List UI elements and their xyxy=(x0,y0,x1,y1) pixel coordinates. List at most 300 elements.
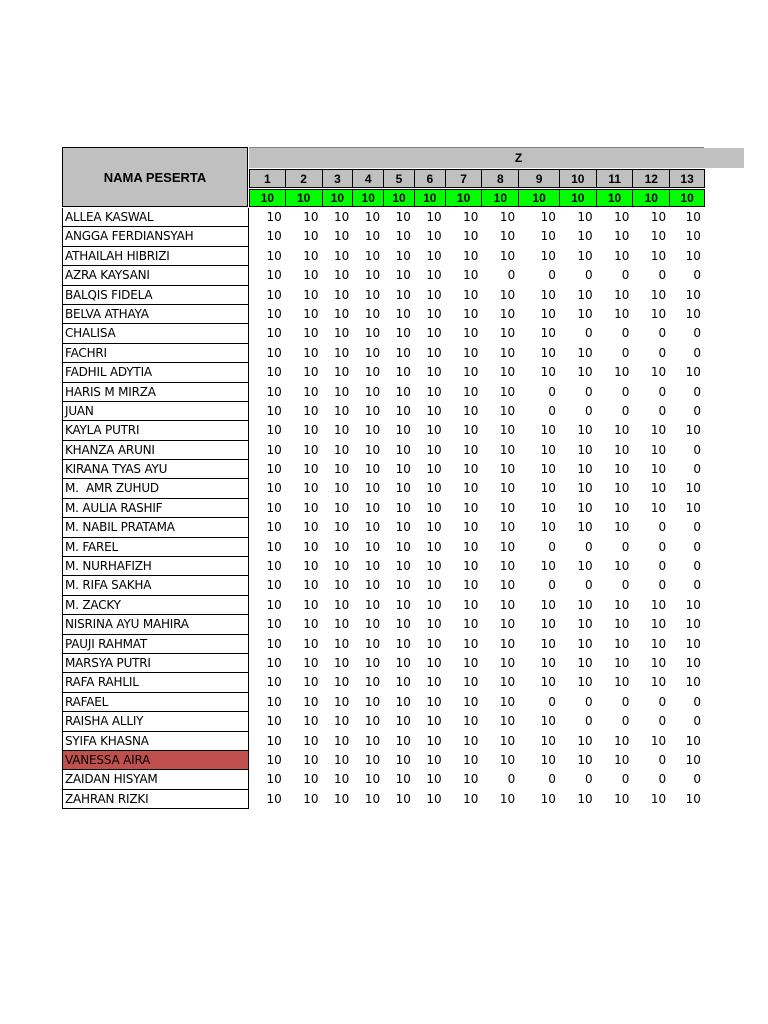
score-cell[interactable]: 10 xyxy=(614,442,630,457)
score-cell[interactable]: 0 xyxy=(621,345,630,360)
score-cell[interactable]: 10 xyxy=(685,752,701,767)
score-cell[interactable]: 10 xyxy=(426,791,442,806)
score-cell[interactable]: 0 xyxy=(621,578,630,593)
column-header-7[interactable]: 7 xyxy=(445,169,483,188)
score-cell[interactable]: 10 xyxy=(426,462,442,477)
score-cell[interactable]: 10 xyxy=(650,462,667,477)
participant-name-cell[interactable]: ZAIDAN HISYAM xyxy=(62,770,249,789)
score-cell[interactable]: 10 xyxy=(364,326,381,341)
score-cell[interactable]: 10 xyxy=(395,326,411,341)
score-cell[interactable]: 10 xyxy=(577,559,593,574)
score-cell[interactable]: 10 xyxy=(499,248,516,263)
score-cell[interactable]: 10 xyxy=(395,655,411,670)
score-cell[interactable]: 10 xyxy=(303,210,319,224)
score-cell[interactable]: 10 xyxy=(540,597,556,612)
score-cell[interactable]: 10 xyxy=(463,481,479,496)
score-cell[interactable]: 10 xyxy=(395,345,411,360)
score-cell[interactable]: 10 xyxy=(334,210,350,224)
column-header-13[interactable]: 13 xyxy=(669,169,705,188)
score-cell[interactable]: 10 xyxy=(614,733,630,748)
score-cell[interactable]: 10 xyxy=(540,752,556,767)
group-header[interactable] xyxy=(249,148,744,168)
score-cell[interactable]: 10 xyxy=(499,210,516,224)
score-cell[interactable]: 0 xyxy=(585,384,593,399)
score-cell[interactable]: 10 xyxy=(463,229,479,244)
score-cell[interactable]: 10 xyxy=(334,714,350,729)
score-cell[interactable]: 0 xyxy=(658,752,667,767)
score-cell[interactable]: 10 xyxy=(426,752,442,767)
score-cell[interactable]: 10 xyxy=(303,287,319,302)
score-cell[interactable]: 10 xyxy=(650,248,667,263)
score-cell[interactable]: 10 xyxy=(266,403,282,418)
score-cell[interactable]: 10 xyxy=(364,384,381,399)
score-cell[interactable]: 10 xyxy=(334,423,350,438)
max-score-cell[interactable]: 10 xyxy=(322,189,354,207)
score-cell[interactable]: 10 xyxy=(266,481,282,496)
score-cell[interactable]: 10 xyxy=(463,248,479,263)
score-cell[interactable]: 10 xyxy=(266,520,282,535)
score-cell[interactable]: 10 xyxy=(303,636,319,651)
score-cell[interactable]: 10 xyxy=(577,597,593,612)
score-cell[interactable]: 10 xyxy=(650,617,667,632)
score-cell[interactable]: 10 xyxy=(499,791,516,806)
score-cell[interactable]: 10 xyxy=(334,462,350,477)
score-cell[interactable]: 10 xyxy=(577,752,593,767)
score-cell[interactable]: 10 xyxy=(577,636,593,651)
score-cell[interactable]: 10 xyxy=(426,442,442,457)
score-cell[interactable]: 10 xyxy=(395,733,411,748)
score-cell[interactable]: 10 xyxy=(685,500,701,515)
score-cell[interactable]: 10 xyxy=(650,287,667,302)
score-cell[interactable]: 10 xyxy=(266,326,282,341)
score-cell[interactable]: 10 xyxy=(266,423,282,438)
score-cell[interactable]: 10 xyxy=(266,597,282,612)
score-cell[interactable]: 10 xyxy=(614,520,630,535)
participant-name-cell[interactable]: ZAHRAN RIZKI xyxy=(62,790,249,809)
score-cell[interactable]: 10 xyxy=(395,365,411,380)
score-cell[interactable]: 10 xyxy=(303,520,319,535)
score-cell[interactable]: 10 xyxy=(266,752,282,767)
score-cell[interactable]: 10 xyxy=(266,287,282,302)
score-cell[interactable]: 10 xyxy=(650,791,667,806)
score-cell[interactable]: 10 xyxy=(266,675,282,690)
score-cell[interactable]: 10 xyxy=(334,655,350,670)
score-cell[interactable]: 10 xyxy=(364,559,381,574)
score-cell[interactable]: 10 xyxy=(426,655,442,670)
score-cell[interactable]: 10 xyxy=(334,481,350,496)
score-cell[interactable]: 0 xyxy=(658,772,667,787)
score-cell[interactable]: 10 xyxy=(303,326,319,341)
score-cell[interactable]: 0 xyxy=(621,694,630,709)
column-header-1[interactable]: 1 xyxy=(249,169,286,188)
score-cell[interactable]: 10 xyxy=(334,733,350,748)
score-cell[interactable]: 0 xyxy=(658,384,667,399)
score-cell[interactable]: 10 xyxy=(577,345,593,360)
participant-name-cell[interactable]: ALLEA KASWAL xyxy=(62,208,249,227)
score-cell[interactable]: 10 xyxy=(685,423,701,438)
score-cell[interactable]: 0 xyxy=(693,772,701,787)
score-cell[interactable]: 10 xyxy=(577,248,593,263)
score-cell[interactable]: 10 xyxy=(577,365,593,380)
score-cell[interactable]: 10 xyxy=(463,423,479,438)
score-cell[interactable]: 0 xyxy=(693,403,701,418)
score-cell[interactable]: 0 xyxy=(658,559,667,574)
score-cell[interactable]: 10 xyxy=(266,539,282,554)
participant-name-cell[interactable]: FACHRI xyxy=(62,344,249,363)
score-cell[interactable]: 10 xyxy=(499,345,516,360)
score-cell[interactable]: 10 xyxy=(577,500,593,515)
score-cell[interactable]: 10 xyxy=(334,636,350,651)
score-cell[interactable]: 10 xyxy=(426,578,442,593)
score-cell[interactable]: 10 xyxy=(426,500,442,515)
score-cell[interactable]: 10 xyxy=(334,539,350,554)
score-cell[interactable]: 10 xyxy=(334,791,350,806)
score-cell[interactable]: 0 xyxy=(548,403,556,418)
score-cell[interactable]: 0 xyxy=(693,578,701,593)
participant-name-cell[interactable]: M. RIFA SAKHA xyxy=(62,576,249,595)
score-cell[interactable]: 0 xyxy=(693,326,701,341)
score-cell[interactable]: 10 xyxy=(685,365,701,380)
score-cell[interactable]: 10 xyxy=(614,636,630,651)
participant-name-cell[interactable]: BALQIS FIDELA xyxy=(62,286,249,305)
score-cell[interactable]: 10 xyxy=(266,462,282,477)
score-cell[interactable]: 10 xyxy=(395,752,411,767)
score-cell[interactable]: 10 xyxy=(364,248,381,263)
score-cell[interactable]: 10 xyxy=(303,500,319,515)
max-score-cell[interactable]: 10 xyxy=(481,189,519,207)
score-cell[interactable]: 10 xyxy=(499,384,516,399)
score-cell[interactable]: 10 xyxy=(395,636,411,651)
score-cell[interactable]: 10 xyxy=(685,306,701,321)
score-cell[interactable]: 0 xyxy=(548,772,556,787)
score-cell[interactable]: 10 xyxy=(685,617,701,632)
column-header-11[interactable]: 11 xyxy=(596,169,634,188)
score-cell[interactable]: 10 xyxy=(303,229,319,244)
score-cell[interactable]: 10 xyxy=(266,791,282,806)
score-cell[interactable]: 0 xyxy=(693,539,701,554)
score-cell[interactable]: 10 xyxy=(395,268,411,283)
score-cell[interactable]: 10 xyxy=(364,617,381,632)
participant-name-cell[interactable]: RAISHA ALLIY xyxy=(62,712,249,731)
score-cell[interactable]: 10 xyxy=(303,306,319,321)
score-cell[interactable]: 10 xyxy=(395,403,411,418)
score-cell[interactable]: 10 xyxy=(266,345,282,360)
score-cell[interactable]: 10 xyxy=(540,559,556,574)
participant-name-cell[interactable]: AZRA KAYSANI xyxy=(62,266,249,285)
max-score-cell[interactable]: 10 xyxy=(632,189,670,207)
score-cell[interactable]: 10 xyxy=(395,229,411,244)
score-cell[interactable]: 10 xyxy=(614,423,630,438)
score-cell[interactable]: 10 xyxy=(364,520,381,535)
score-cell[interactable]: 10 xyxy=(334,578,350,593)
score-cell[interactable]: 10 xyxy=(463,500,479,515)
column-header-2[interactable]: 2 xyxy=(285,169,323,188)
score-cell[interactable]: 10 xyxy=(614,655,630,670)
score-cell[interactable]: 10 xyxy=(266,559,282,574)
score-cell[interactable]: 0 xyxy=(658,403,667,418)
score-cell[interactable]: 10 xyxy=(364,462,381,477)
score-cell[interactable]: 10 xyxy=(426,365,442,380)
score-cell[interactable]: 10 xyxy=(364,403,381,418)
score-cell[interactable]: 10 xyxy=(266,694,282,709)
score-cell[interactable]: 10 xyxy=(540,714,556,729)
score-cell[interactable]: 0 xyxy=(621,326,630,341)
score-cell[interactable]: 10 xyxy=(614,752,630,767)
score-cell[interactable]: 0 xyxy=(658,326,667,341)
score-cell[interactable]: 10 xyxy=(395,772,411,787)
score-cell[interactable]: 0 xyxy=(693,462,701,477)
score-cell[interactable]: 10 xyxy=(540,442,556,457)
score-cell[interactable]: 10 xyxy=(303,578,319,593)
score-cell[interactable]: 10 xyxy=(303,442,319,457)
score-cell[interactable]: 10 xyxy=(685,733,701,748)
score-cell[interactable]: 10 xyxy=(426,287,442,302)
score-cell[interactable]: 10 xyxy=(540,462,556,477)
score-cell[interactable]: 10 xyxy=(395,791,411,806)
score-cell[interactable]: 10 xyxy=(266,772,282,787)
score-cell[interactable]: 10 xyxy=(426,229,442,244)
score-cell[interactable]: 10 xyxy=(577,462,593,477)
participant-name-cell[interactable]: HARIS M MIRZA xyxy=(62,383,249,402)
score-cell[interactable]: 10 xyxy=(685,229,701,244)
score-cell[interactable]: 0 xyxy=(548,578,556,593)
score-cell[interactable]: 10 xyxy=(577,520,593,535)
score-cell[interactable]: 0 xyxy=(693,714,701,729)
score-cell[interactable]: 10 xyxy=(463,539,479,554)
score-cell[interactable]: 10 xyxy=(266,636,282,651)
score-cell[interactable]: 10 xyxy=(463,210,479,224)
score-cell[interactable]: 10 xyxy=(499,462,516,477)
score-cell[interactable]: 10 xyxy=(364,442,381,457)
participant-name-cell[interactable]: RAFAEL xyxy=(62,693,249,712)
score-cell[interactable]: 10 xyxy=(395,714,411,729)
score-cell[interactable]: 10 xyxy=(650,500,667,515)
score-cell[interactable]: 10 xyxy=(395,210,411,224)
score-cell[interactable]: 10 xyxy=(334,772,350,787)
score-cell[interactable]: 10 xyxy=(303,248,319,263)
participant-name-cell[interactable]: ATHAILAH HIBRIZI xyxy=(62,247,249,266)
score-cell[interactable]: 10 xyxy=(499,733,516,748)
score-cell[interactable]: 10 xyxy=(577,287,593,302)
score-cell[interactable]: 10 xyxy=(303,559,319,574)
max-score-cell[interactable]: 10 xyxy=(383,189,415,207)
score-cell[interactable]: 10 xyxy=(499,229,516,244)
score-cell[interactable]: 10 xyxy=(685,655,701,670)
score-cell[interactable]: 10 xyxy=(540,326,556,341)
score-cell[interactable]: 10 xyxy=(463,520,479,535)
score-cell[interactable]: 10 xyxy=(685,675,701,690)
score-cell[interactable]: 10 xyxy=(540,791,556,806)
score-cell[interactable]: 10 xyxy=(463,655,479,670)
score-cell[interactable]: 10 xyxy=(303,481,319,496)
score-cell[interactable]: 10 xyxy=(395,306,411,321)
score-cell[interactable]: 10 xyxy=(334,559,350,574)
score-cell[interactable]: 10 xyxy=(266,617,282,632)
score-cell[interactable]: 10 xyxy=(426,772,442,787)
participant-name-cell[interactable]: CHALISA xyxy=(62,324,249,343)
score-cell[interactable]: 10 xyxy=(334,403,350,418)
score-cell[interactable]: 10 xyxy=(499,306,516,321)
score-cell[interactable]: 10 xyxy=(463,597,479,612)
score-cell[interactable]: 10 xyxy=(650,597,667,612)
score-cell[interactable]: 10 xyxy=(463,733,479,748)
score-cell[interactable]: 10 xyxy=(395,462,411,477)
score-cell[interactable]: 10 xyxy=(685,791,701,806)
score-cell[interactable]: 10 xyxy=(303,403,319,418)
score-cell[interactable]: 10 xyxy=(499,655,516,670)
score-cell[interactable]: 10 xyxy=(685,481,701,496)
score-cell[interactable]: 10 xyxy=(463,403,479,418)
score-cell[interactable]: 10 xyxy=(499,675,516,690)
score-cell[interactable]: 10 xyxy=(426,248,442,263)
score-cell[interactable]: 10 xyxy=(614,229,630,244)
participant-name-cell[interactable]: KHANZA ARUNI xyxy=(62,441,249,460)
score-cell[interactable]: 10 xyxy=(614,617,630,632)
participant-name-cell[interactable]: BELVA ATHAYA xyxy=(62,305,249,324)
score-cell[interactable]: 0 xyxy=(658,345,667,360)
score-cell[interactable]: 10 xyxy=(364,752,381,767)
score-cell[interactable]: 10 xyxy=(426,306,442,321)
score-cell[interactable]: 10 xyxy=(540,520,556,535)
score-cell[interactable]: 0 xyxy=(693,268,701,283)
score-cell[interactable]: 10 xyxy=(266,229,282,244)
score-cell[interactable]: 10 xyxy=(364,772,381,787)
score-cell[interactable]: 10 xyxy=(650,423,667,438)
score-cell[interactable]: 10 xyxy=(426,520,442,535)
score-cell[interactable]: 10 xyxy=(650,365,667,380)
column-header-10[interactable]: 10 xyxy=(559,169,597,188)
max-score-cell[interactable]: 10 xyxy=(414,189,446,207)
score-cell[interactable]: 10 xyxy=(540,617,556,632)
score-cell[interactable]: 10 xyxy=(426,597,442,612)
score-cell[interactable]: 10 xyxy=(499,365,516,380)
participant-name-cell[interactable]: M. ZACKY xyxy=(62,596,249,615)
score-cell[interactable]: 10 xyxy=(364,597,381,612)
score-cell[interactable]: 10 xyxy=(614,481,630,496)
score-cell[interactable]: 10 xyxy=(540,500,556,515)
score-cell[interactable]: 10 xyxy=(540,365,556,380)
max-score-cell[interactable]: 10 xyxy=(249,189,286,207)
score-cell[interactable]: 10 xyxy=(334,442,350,457)
score-cell[interactable]: 10 xyxy=(463,675,479,690)
score-cell[interactable]: 10 xyxy=(540,423,556,438)
max-score-cell[interactable]: 10 xyxy=(559,189,597,207)
score-cell[interactable]: 10 xyxy=(463,694,479,709)
max-score-cell[interactable]: 10 xyxy=(669,189,705,207)
score-cell[interactable]: 10 xyxy=(364,500,381,515)
score-cell[interactable]: 10 xyxy=(614,365,630,380)
score-cell[interactable]: 10 xyxy=(540,248,556,263)
score-cell[interactable]: 0 xyxy=(507,268,516,283)
score-cell[interactable]: 10 xyxy=(303,791,319,806)
score-cell[interactable]: 10 xyxy=(334,384,350,399)
score-cell[interactable]: 10 xyxy=(614,791,630,806)
score-cell[interactable]: 10 xyxy=(303,772,319,787)
participant-name-cell[interactable]: ANGGA FERDIANSYAH xyxy=(62,227,249,246)
score-cell[interactable]: 10 xyxy=(463,268,479,283)
score-cell[interactable]: 10 xyxy=(650,442,667,457)
column-header-5[interactable]: 5 xyxy=(383,169,415,188)
score-cell[interactable]: 10 xyxy=(463,306,479,321)
score-cell[interactable]: 10 xyxy=(426,559,442,574)
score-cell[interactable]: 10 xyxy=(499,423,516,438)
score-cell[interactable]: 10 xyxy=(577,791,593,806)
score-cell[interactable]: 10 xyxy=(334,345,350,360)
score-cell[interactable]: 10 xyxy=(426,403,442,418)
score-cell[interactable]: 10 xyxy=(540,675,556,690)
score-cell[interactable]: 10 xyxy=(395,694,411,709)
participant-name-cell[interactable]: FADHIL ADYTIA xyxy=(62,363,249,382)
score-cell[interactable]: 10 xyxy=(334,752,350,767)
score-cell[interactable]: 0 xyxy=(585,694,593,709)
score-cell[interactable]: 10 xyxy=(463,578,479,593)
score-cell[interactable]: 0 xyxy=(658,694,667,709)
score-cell[interactable]: 10 xyxy=(426,675,442,690)
max-score-cell[interactable]: 10 xyxy=(352,189,384,207)
score-cell[interactable]: 10 xyxy=(364,694,381,709)
score-cell[interactable]: 10 xyxy=(334,287,350,302)
score-cell[interactable]: 10 xyxy=(395,675,411,690)
score-cell[interactable]: 10 xyxy=(395,500,411,515)
score-cell[interactable]: 10 xyxy=(364,675,381,690)
column-header-12[interactable]: 12 xyxy=(632,169,670,188)
score-cell[interactable]: 0 xyxy=(585,578,593,593)
score-cell[interactable]: 10 xyxy=(577,481,593,496)
score-cell[interactable]: 10 xyxy=(426,268,442,283)
score-cell[interactable]: 10 xyxy=(499,442,516,457)
score-cell[interactable]: 10 xyxy=(426,326,442,341)
score-cell[interactable]: 10 xyxy=(540,345,556,360)
score-cell[interactable]: 10 xyxy=(614,462,630,477)
score-cell[interactable]: 10 xyxy=(303,617,319,632)
score-cell[interactable]: 10 xyxy=(266,306,282,321)
score-cell[interactable]: 10 xyxy=(426,714,442,729)
score-cell[interactable]: 10 xyxy=(463,326,479,341)
score-cell[interactable]: 10 xyxy=(463,559,479,574)
score-cell[interactable]: 10 xyxy=(303,752,319,767)
participant-name-cell[interactable]: PAUJI RAHMAT xyxy=(62,635,249,654)
score-cell[interactable]: 10 xyxy=(303,365,319,380)
score-cell[interactable]: 0 xyxy=(548,384,556,399)
score-cell[interactable]: 10 xyxy=(395,287,411,302)
score-cell[interactable]: 10 xyxy=(303,539,319,554)
score-cell[interactable]: 0 xyxy=(507,772,516,787)
score-cell[interactable]: 10 xyxy=(463,462,479,477)
score-cell[interactable]: 10 xyxy=(499,481,516,496)
participant-name-cell[interactable]: JUAN xyxy=(62,402,249,421)
score-cell[interactable]: 0 xyxy=(693,345,701,360)
score-cell[interactable]: 0 xyxy=(585,539,593,554)
column-header-6[interactable]: 6 xyxy=(414,169,446,188)
score-cell[interactable]: 10 xyxy=(463,365,479,380)
score-cell[interactable]: 10 xyxy=(614,559,630,574)
score-cell[interactable]: 10 xyxy=(426,617,442,632)
score-cell[interactable]: 10 xyxy=(364,210,381,224)
score-cell[interactable]: 10 xyxy=(685,597,701,612)
score-cell[interactable]: 10 xyxy=(364,423,381,438)
score-cell[interactable]: 10 xyxy=(266,268,282,283)
score-cell[interactable]: 10 xyxy=(364,578,381,593)
score-cell[interactable]: 10 xyxy=(577,442,593,457)
score-cell[interactable]: 10 xyxy=(334,248,350,263)
score-cell[interactable]: 0 xyxy=(693,694,701,709)
score-cell[interactable]: 0 xyxy=(548,539,556,554)
column-header-9[interactable]: 9 xyxy=(518,169,560,188)
score-cell[interactable]: 10 xyxy=(499,287,516,302)
score-cell[interactable]: 10 xyxy=(364,481,381,496)
score-cell[interactable]: 10 xyxy=(303,462,319,477)
score-cell[interactable]: 10 xyxy=(540,733,556,748)
